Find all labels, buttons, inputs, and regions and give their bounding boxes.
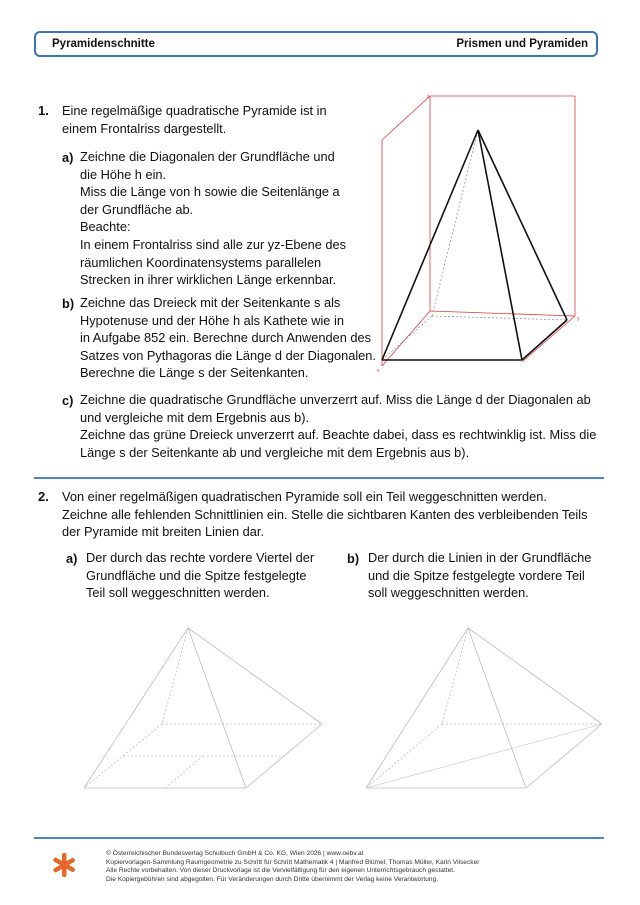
task1-intro: Eine regelmäßige quadratische Pyramide ist in einem Frontalriss dargestellt. [62, 103, 327, 136]
task2a-pyramid-figure [80, 622, 330, 794]
task2-a-label: a) [66, 551, 78, 566]
task2-b-text: Der durch die Linien in der Grundfläche und die Spitze festgelegte vordere Teil soll weggeschnitten werden. [368, 550, 592, 601]
footer-copyright: © Österreichischer Bundesverlag Schulbuch GmbH & Co. KG, Wien 2026 | www.oebv.at Kopiervorlagen-Sammlung Raumgeometrie zu Schritt für Schritt Mathematik 4 | Manfred Blümel, Thomas Müller, Karin Vilsecker Alle Rechte vorbehalten. Von dieser Druckvorlage ist die Vervielfältigung für den eigenen Unterrichtsgebrauch gestattet. Die Kopiergebühren sind abgegolten. Für Veränderungen durch Dritte übernimmt der Verlag keine Verantwortung. [106, 850, 480, 883]
task2-a-text: Der durch das rechte vordere Viertel der Grundfläche und die Spitze festgelegte Teil soll weggeschnitten werden. [86, 550, 315, 601]
task1-b-label: b) [62, 296, 75, 311]
task1-c-label: c) [62, 393, 74, 408]
task1-b-text: Zeichne das Dreieck mit der Seitenkante s als Hypotenuse und der Höhe h als Kathete wie in in Aufgabe 852 ein. Berechne durch Anwenden des Satzes von Pythagoras die Länge d der Diagonalen. Berechne die Länge s der Seitenkanten. [80, 295, 376, 381]
axis-x-label: x [377, 368, 380, 374]
task2-intro: Von einer regelmäßigen quadratischen Pyramide soll ein Teil weggeschnitten werden. Zeichne alle fehlenden Schnittlinien ein. Stelle die sichtbaren Kanten des verbleibenden Teils der Pyramide mit breiten Linien dar. [62, 489, 588, 540]
pyramid [382, 130, 567, 360]
task1-pyramid-figure [370, 88, 590, 378]
worksheet-title: Pyramidenschnitte [52, 38, 155, 50]
axis-z-label: z [427, 94, 430, 100]
task1-a-label: a) [62, 150, 74, 165]
task2b-pyramid-figure [362, 622, 612, 794]
task1-a-text: Zeichne die Diagonalen der Grundfläche und die Höhe h ein. Miss die Länge von h sowie die Seitenlänge a der Grundfläche ab. Beachte: In einem Frontalriss sind alle zur yz-Ebene des räumlichen Koordinatensystems parallelen Strecken in ihrer wirklichen Länge erkennbar. [80, 149, 347, 288]
task2-number: 2. [38, 489, 49, 504]
chapter-title: Prismen und Pyramiden [456, 38, 588, 50]
task1-c-text: Zeichne die quadratische Grundfläche unverzerrt auf. Miss die Länge d der Diagonalen ab und vergleiche mit dem Ergebnis aus b). Zeichne das grüne Dreieck unverzerrt auf. Beachte dabei, dass es rechtwinklig ist. Miss die Länge s der Seitenkante ab und vergleiche mit dem Ergebnis aus b). [80, 392, 597, 460]
task1-number: 1. [38, 103, 49, 118]
task2-b-label: b) [347, 551, 360, 566]
axis-y-label: y [577, 316, 580, 322]
footer-divider [34, 837, 604, 839]
section-divider [34, 477, 604, 479]
publisher-logo-icon [52, 852, 76, 878]
